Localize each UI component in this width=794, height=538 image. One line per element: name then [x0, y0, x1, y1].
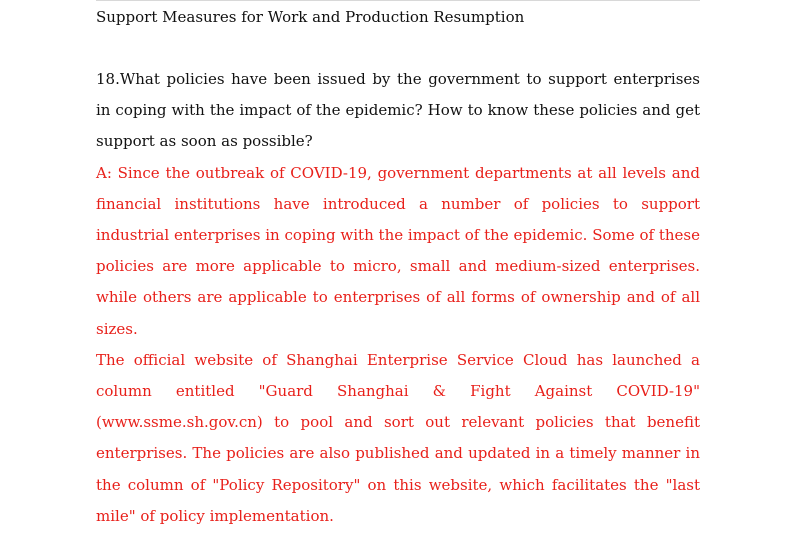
qa-content: [96, 64, 700, 532]
answer-paragraph-2: The official website of Shanghai Enterprise Service Cloud has launched a column entitled "Guard Shanghai & Fight Against COVID-19" (www.ssme.sh.gov.cn) to pool and sort out relevant policies that benefit enterprises. The policies are also published and updated in a timely manner in the column of "Policy Repository" on this website, which facilitates the "last mile" of policy implementation.: [96, 350, 700, 525]
section-header: Support Measures for Work and Production Resumption: [96, 8, 525, 26]
answer-paragraph-1: A: Since the outbreak of COVID-19, government departments at all levels and financial institutions have introduced a number of policies to support industrial enterprises in coping with the impact of the epidemic. Some of these policies are more applicable to micro, small and medium-sized enterprises. while others are applicable to enterprises of all forms of ownership and of all sizes.: [96, 163, 700, 338]
top-divider: [96, 0, 700, 1]
question-text: 18.What policies have been issued by the government to support enterprises in coping with the impact of the epidemic? How to know these policies and get support as soon as possible?: [96, 70, 700, 151]
